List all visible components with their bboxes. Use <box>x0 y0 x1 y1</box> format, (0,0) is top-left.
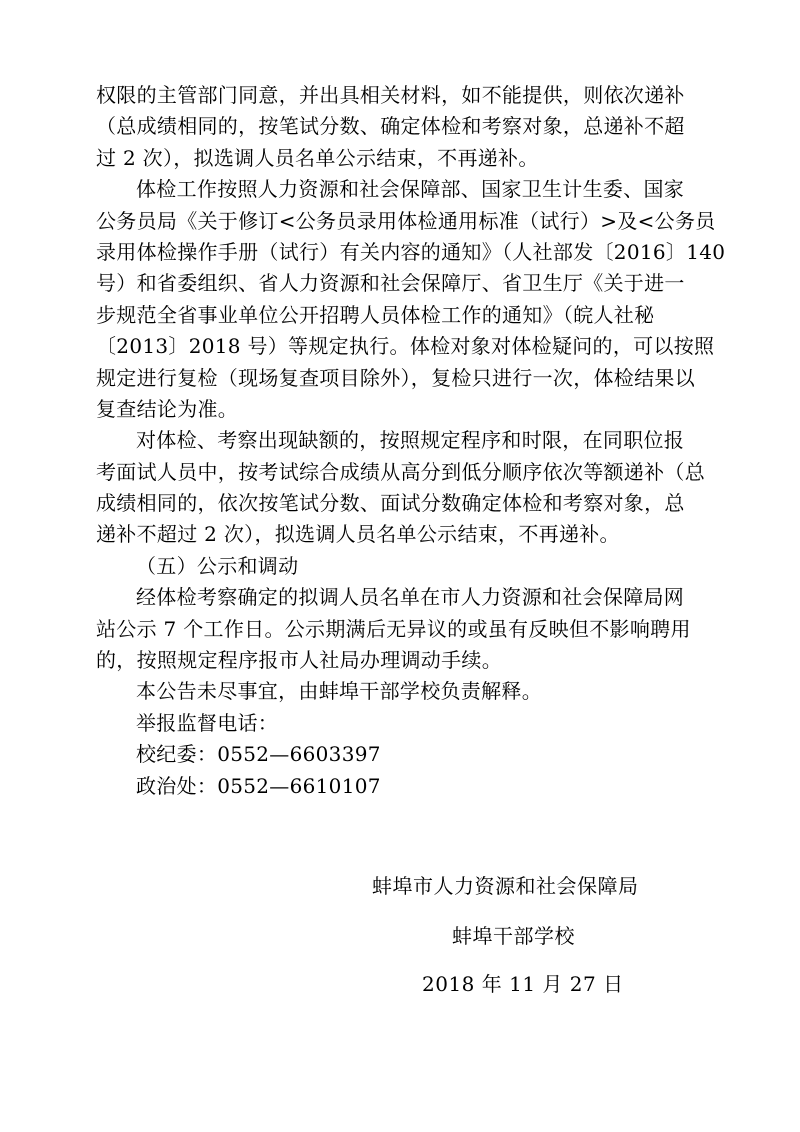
signature-date: 2018 年 11 月 27 日 <box>422 972 624 996</box>
text-line: 站公示 7 个工作日。公示期满后无异议的或虽有反映但不影响聘用 <box>96 616 691 641</box>
text-line: 考面试人员中，按考试综合成绩从高分到低分顺序依次等额递补（总 <box>96 459 705 484</box>
document-body <box>96 80 736 802</box>
text-line: 的，按照规定程序报市人社局办理调动手续。 <box>96 648 502 673</box>
hotline-heading: 举报监督电话： <box>136 710 279 735</box>
text-line: （总成绩相同的，按笔试分数、确定体检和考察对象，总递补不超 <box>96 114 685 139</box>
text-line: 经体检考察确定的拟调人员名单在市人力资源和社会保障局网 <box>136 585 685 610</box>
text-line: 录用体检操作手册（试行）有关内容的通知》（人社部发〔2016〕140 <box>96 239 726 264</box>
text-line: 复查结论为准。 <box>96 396 239 421</box>
text-line: 〔2013〕2018 号）等规定执行。体检对象对体检疑问的，可以按照 <box>96 334 715 359</box>
signature-organization: 蚌埠市人力资源和社会保障局 <box>372 874 639 898</box>
text-line: 对体检、考察出现缺额的，按照规定程序和时限，在同职位报 <box>136 428 685 453</box>
text-line: 公务员局《关于修订<公务员录用体检通用标准（试行）>及<公务员 <box>96 208 716 233</box>
text-line: 号）和省委组织、省人力资源和社会保障厅、省卫生厅《关于进一 <box>96 271 685 296</box>
signature-school: 蚌埠干部学校 <box>452 924 575 948</box>
text-line: 规定进行复检（现场复查项目除外），复检只进行一次，体检结果以 <box>96 365 695 390</box>
text-line: 体检工作按照人力资源和社会保障部、国家卫生计生委、国家 <box>136 177 685 202</box>
text-line: 递补不超过 2 次），拟选调人员名单公示结束，不再递补。 <box>96 522 620 547</box>
section-heading: （五）公示和调动 <box>136 553 299 578</box>
text-line: 成绩相同的，依次按笔试分数、面试分数确定体检和考察对象，总 <box>96 491 685 516</box>
text-line: 权限的主管部门同意，并出具相关材料，如不能提供，则依次递补 <box>96 83 685 107</box>
text-line: 过 2 次），拟选调人员名单公示结束，不再递补。 <box>96 145 539 170</box>
hotline-political-office: 政治处：0552—6610107 <box>136 773 381 798</box>
text-line: 步规范全省事业单位公开招聘人员体检工作的通知》（皖人社秘 <box>96 302 655 327</box>
hotline-discipline-committee: 校纪委：0552—6603397 <box>136 742 381 767</box>
text-line: 本公告未尽事宜，由蚌埠干部学校负责解释。 <box>136 679 542 704</box>
